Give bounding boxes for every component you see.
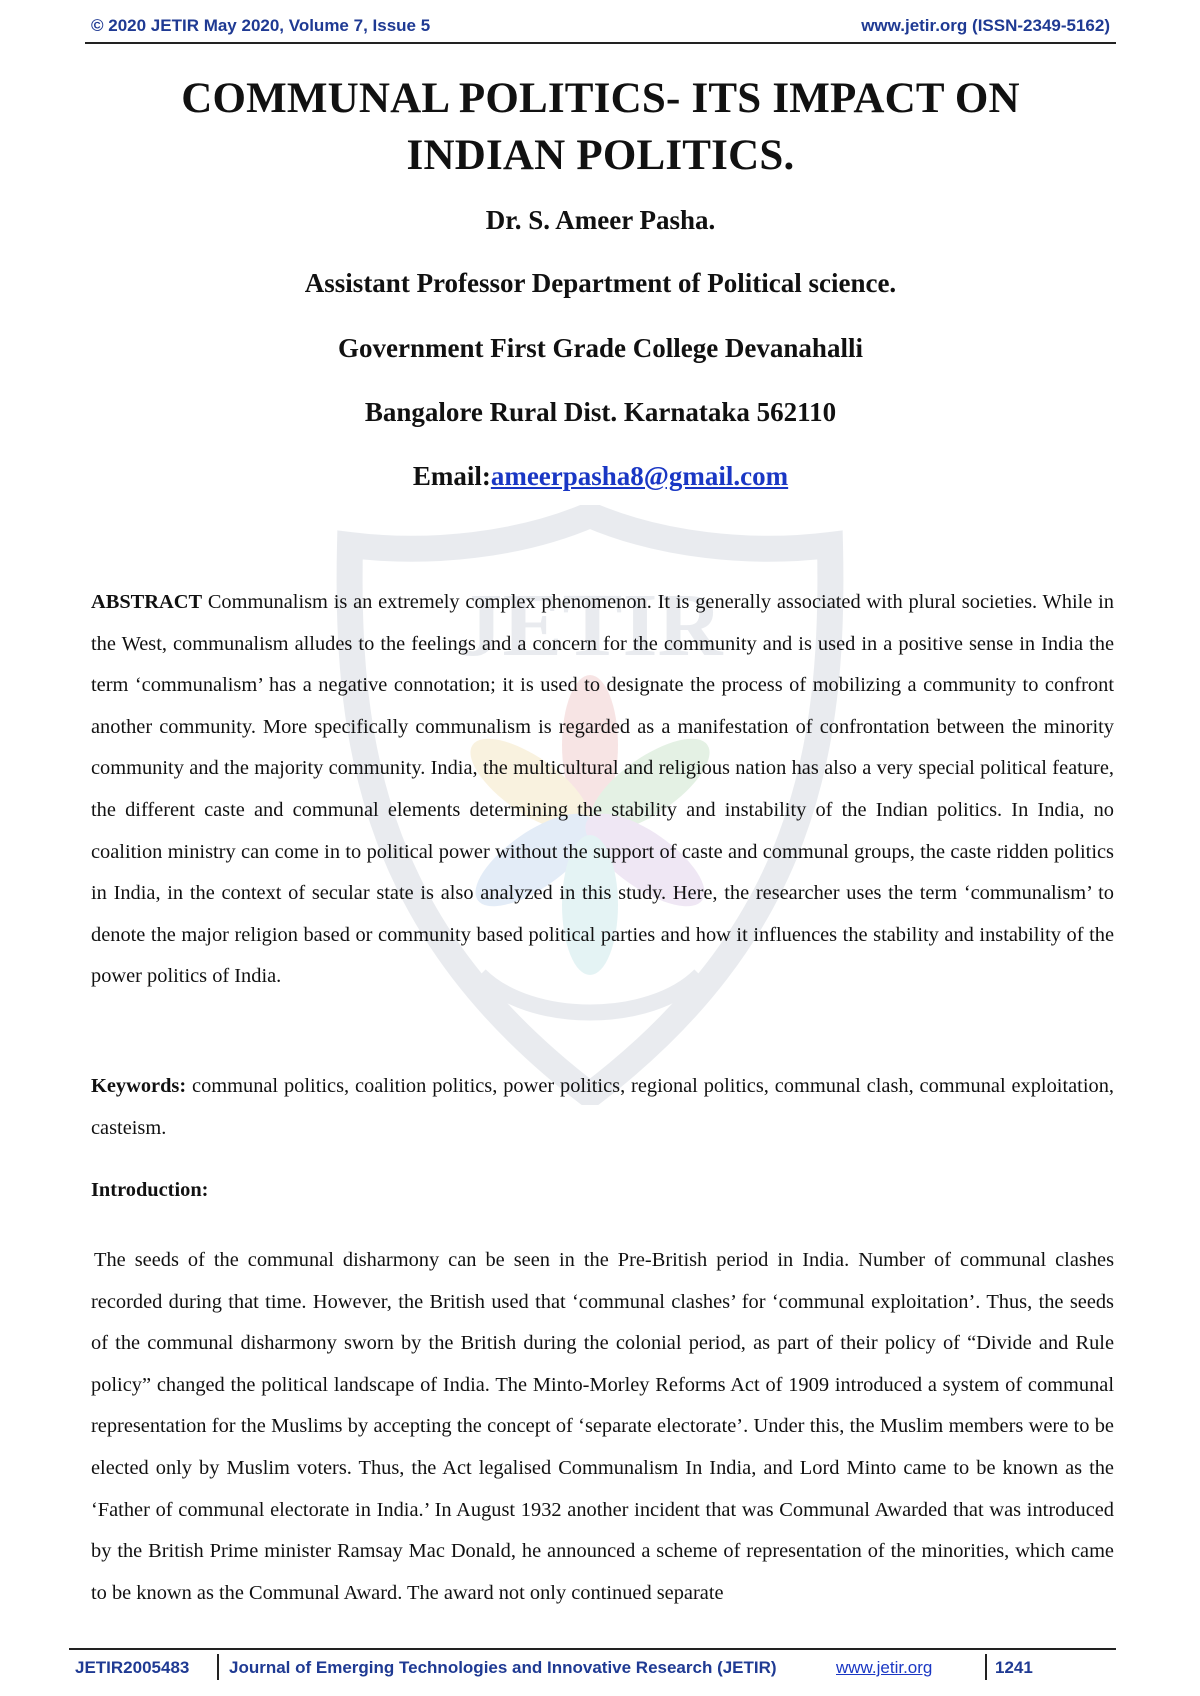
email-link[interactable]: ameerpasha8@gmail.com (490, 461, 789, 491)
header-journal-site: www.jetir.org (ISSN-2349-5162) (861, 16, 1110, 35)
footer-divider (985, 1654, 987, 1680)
introduction-heading: Introduction: (91, 1179, 209, 1201)
author-email (85, 461, 1116, 492)
header-issue-info: © 2020 JETIR May 2020, Volume 7, Issue 5 (91, 16, 431, 35)
abstract-text: Communalism is an extremely complex phenomenon. It is generally associated with plural societies. While in the West, communalism alludes to the feelings and a concern for the community and is used in a positive sense in India the term ‘communalism’ has a negative connotation; it is used to designate the process of mobilizing a community to confront another community. More specifically communalism is regarded as a manifestation of confrontation between the minority community and the majority community. India, the multicultural and religious nation has also a very special political feature, the different caste and communal elements determining the stability and instability of the Indian politics. In India, no coalition ministry can come in to political power without the support of caste and communal groups, the caste ridden politics in India, in the context of secular state is also analyzed in this study. Here, the researcher uses the term ‘communalism’ to denote the major religion based or community based political parties and how it influences the stability and instability of the power politics of India. (91, 591, 1114, 988)
footer-site-link[interactable]: www.jetir.org (836, 1658, 933, 1677)
page-footer (69, 1648, 1116, 1684)
paper-title (85, 70, 1116, 184)
footer-divider (217, 1654, 219, 1680)
title-line-2: INDIAN POLITICS. (406, 132, 795, 179)
footer-journal-name: Journal of Emerging Technologies and Innovative Research (JETIR) (229, 1658, 777, 1677)
footer-page-number: 1241 (995, 1658, 1033, 1677)
abstract-paragraph (91, 582, 1114, 998)
author-address: Bangalore Rural Dist. Karnataka 562110 (364, 397, 837, 427)
keywords-paragraph (91, 1066, 1114, 1149)
keywords-text: communal politics, coalition politics, power politics, regional politics, communal clash, communal exploitation, casteism. (91, 1075, 1114, 1139)
author-name: Dr. S. Ameer Pasha. (485, 205, 716, 235)
author-position: Assistant Professor Department of Political science. (304, 268, 897, 298)
email-label: Email: (412, 461, 491, 491)
watermark-text: JETIR (457, 576, 723, 675)
footer-article-id: JETIR2005483 (75, 1658, 190, 1677)
introduction-paragraph: The seeds of the communal disharmony can be seen in the Pre-British period in India. Number of communal clashes recorded during that time. However, the British used that ‘communal clashes’ for ‘communal exploitation’. Thus, the seeds of the communal disharmony sworn by the British during the colonial period, as part of their policy of “Divide and Rule policy” changed the political landscape of India. The Minto-Morley Reforms Act of 1909 introduced a system of communal representation for the Muslims by accepting the concept of ‘separate electorate’. Under this, the Muslim members were to be elected only by Muslim voters. Thus, the Act legalised Communalism In India, and Lord Minto came to be known as the ‘Father of communal electorate in India.’ In August 1932 another incident that was Communal Awarded that was introduced by the British Prime minister Ramsay Mac Donald, he announced a scheme of representation of the minorities, which came to be known as the Communal Award. The award not only continued separate (91, 1249, 1114, 1604)
author-college: Government First Grade College Devanahalli (338, 333, 863, 363)
title-line-1: COMMUNAL POLITICS- ITS IMPACT ON (181, 75, 1020, 122)
page-header (85, 12, 1116, 44)
keywords-label: Keywords: (91, 1075, 187, 1097)
abstract-label: ABSTRACT (91, 591, 203, 613)
